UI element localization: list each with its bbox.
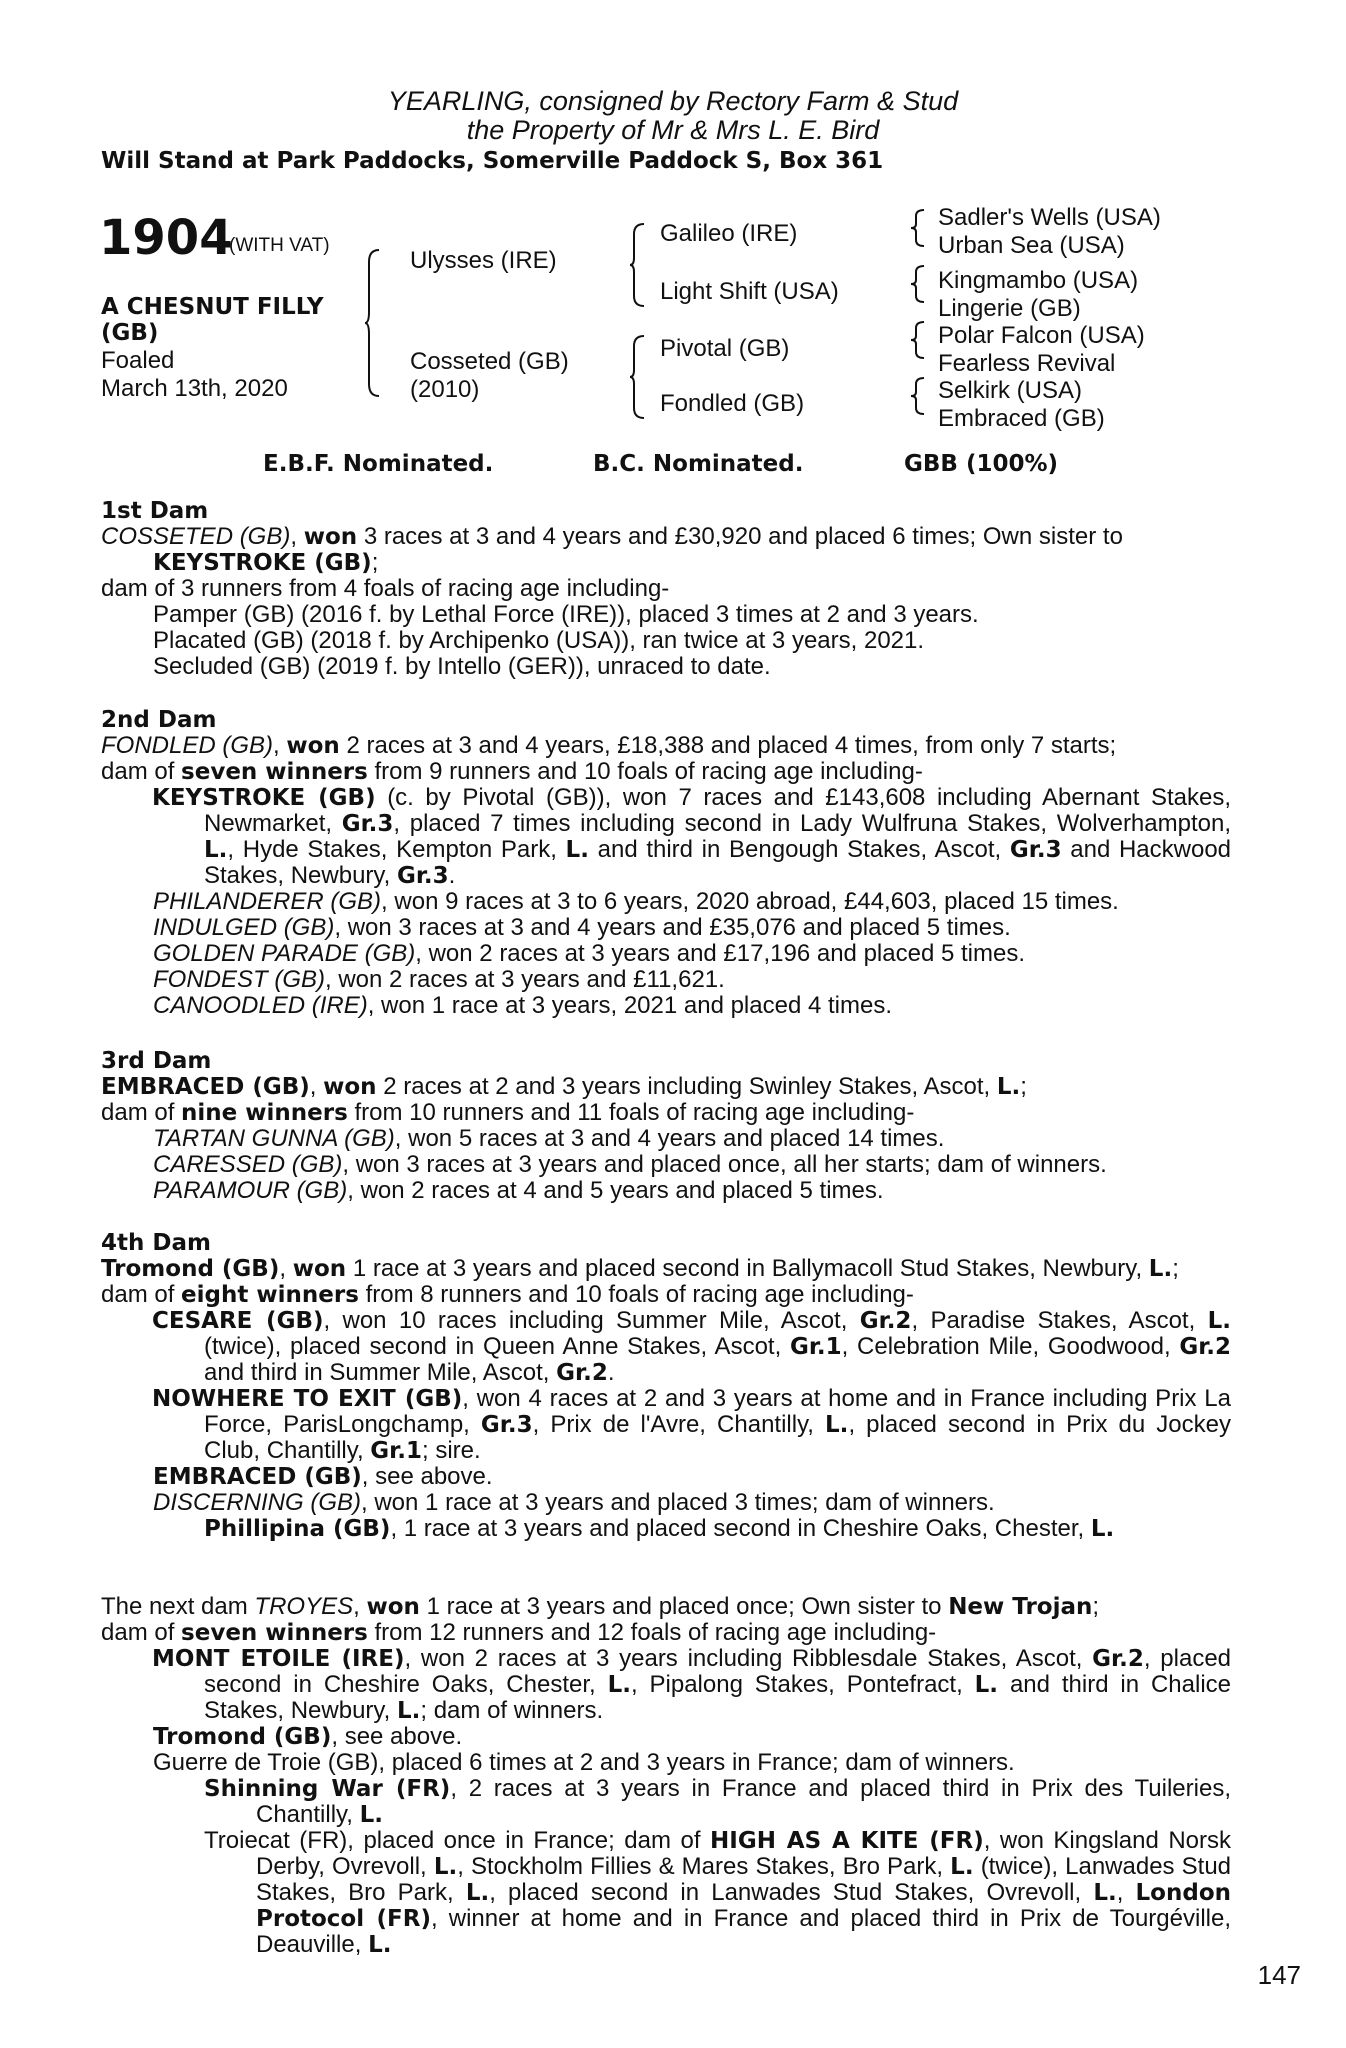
pedigree-bracket-gen3-1 xyxy=(910,208,926,248)
pedigree-bracket-gen3-3 xyxy=(910,320,926,360)
dam-produce-summary: dam of eight winners from 8 runners and 10 foals of racing age including- xyxy=(101,1281,914,1308)
pedigree-sire-dam: Light Shift (USA) xyxy=(660,278,839,305)
pedigree-gen3-5: Polar Falcon (USA) xyxy=(938,322,1145,349)
pedigree-sire-sire: Galileo (IRE) xyxy=(660,220,798,247)
section-first-dam xyxy=(101,498,1231,680)
lot-country: (GB) xyxy=(101,320,159,346)
section-next-dam xyxy=(101,1594,1231,1958)
pedigree-bracket-gen3-2 xyxy=(910,264,926,304)
pedigree-bracket-gen3-4 xyxy=(910,376,926,416)
nomination-gbb: GBB (100%) xyxy=(904,451,1059,477)
dam-summary: FONDLED (GB), won 2 races at 3 and 4 years, £18,388 and placed 4 times, from only 7 starts; xyxy=(101,732,1117,759)
produce-item: Pamper (GB) (2016 f. by Lethal Force (IRE)), placed 3 times at 2 and 3 years. xyxy=(153,601,979,628)
dam-summary: The next dam TROYES, won 1 race at 3 years and placed once; Own sister to New Trojan; xyxy=(101,1593,1100,1620)
dam-produce-summary: dam of seven winners from 12 runners and 12 foals of racing age including- xyxy=(101,1619,937,1646)
dam-produce-summary: dam of 3 runners from 4 foals of racing age including- xyxy=(101,575,670,602)
produce-item: EMBRACED (GB), see above. xyxy=(153,1463,493,1490)
produce-item: Secluded (GB) (2019 f. by Intello (GER)), unraced to date. xyxy=(153,653,771,680)
produce-item: CANOODLED (IRE), won 1 race at 3 years, 2021 and placed 4 times. xyxy=(153,992,892,1019)
produce-item: Tromond (GB), see above. xyxy=(153,1723,463,1750)
pedigree-bracket-gen2-lower xyxy=(630,334,646,420)
lot-foaled-label: Foaled xyxy=(101,347,175,374)
nomination-ebf: E.B.F. Nominated. xyxy=(263,451,494,477)
dam-sister: KEYSTROKE (GB); xyxy=(153,549,379,576)
pedigree-dam-year: (2010) xyxy=(410,376,480,403)
nomination-bc: B.C. Nominated. xyxy=(593,451,804,477)
produce-item: GOLDEN PARADE (GB), won 2 races at 3 years and £17,196 and placed 5 times. xyxy=(153,940,1025,967)
header-stand: Will Stand at Park Paddocks, Somerville Paddock S, Box 361 xyxy=(101,148,884,174)
pedigree-bracket-gen1 xyxy=(365,248,381,398)
grand-produce-item-troiecat: Troiecat (FR), placed once in France; dam of HIGH AS A KITE (FR), won Kingsland Norsk Derby, Ovrevoll, L., Stockholm Fillies & Mares Stakes, Bro Park, L. (twice), Lanwades Stud Stakes, Bro Park, L., placed second in Lanwades Stud Stakes, Ovrevoll, L., London Protocol (FR), winner at home and in France and placed third in Prix de Tourgéville, Deauville, L. xyxy=(204,1827,1232,1958)
pedigree-gen3-2: Urban Sea (USA) xyxy=(938,232,1125,259)
dam-summary: Tromond (GB), won 1 race at 3 years and placed second in Ballymacoll Stud Stakes, Newbury, L.; xyxy=(101,1255,1179,1282)
produce-item: CARESSED (GB), won 3 races at 3 years and placed once, all her starts; dam of winners. xyxy=(153,1151,1107,1178)
section-third-dam xyxy=(101,1048,1231,1204)
lot-number: 1904 xyxy=(99,210,233,266)
produce-item: PHILANDERER (GB), won 9 races at 3 to 6 years, 2020 abroad, £44,603, placed 15 times. xyxy=(153,888,1119,915)
pedigree-gen3-1: Sadler's Wells (USA) xyxy=(938,204,1161,231)
produce-item-cesare: CESARE (GB), won 10 races including Summer Mile, Ascot, Gr.2, Paradise Stakes, Ascot, L. (twice), placed second in Queen Anne Stakes, Ascot, Gr.1, Celebration Mile, Goodwood, Gr.2 and third in Summer Mile, Ascot, Gr.2. xyxy=(152,1307,1232,1386)
section-heading: 4th Dam xyxy=(101,1230,211,1256)
produce-item: PARAMOUR (GB), won 2 races at 4 and 5 years and placed 5 times. xyxy=(153,1177,884,1204)
section-heading: 2nd Dam xyxy=(101,707,217,733)
pedigree-dam: Cosseted (GB) xyxy=(410,348,569,375)
pedigree-gen3-8: Embraced (GB) xyxy=(938,405,1105,432)
produce-item: DISCERNING (GB), won 1 race at 3 years and placed 3 times; dam of winners. xyxy=(153,1489,995,1516)
dam-summary: EMBRACED (GB), won 2 races at 2 and 3 years including Swinley Stakes, Ascot, L.; xyxy=(101,1073,1027,1100)
pedigree-dam-sire: Pivotal (GB) xyxy=(660,335,790,362)
produce-item: Guerre de Troie (GB), placed 6 times at 2 and 3 years in France; dam of winners. xyxy=(153,1749,1015,1776)
pedigree-gen3-6: Fearless Revival xyxy=(938,350,1116,377)
pedigree-gen3-3: Kingmambo (USA) xyxy=(938,267,1139,294)
pedigree-gen3-7: Selkirk (USA) xyxy=(938,377,1083,404)
produce-item: TARTAN GUNNA (GB), won 5 races at 3 and 4 years and placed 14 times. xyxy=(153,1125,945,1152)
produce-item-mont-etoile: MONT ETOILE (IRE), won 2 races at 3 years including Ribblesdale Stakes, Ascot, Gr.2, placed second in Cheshire Oaks, Chester, L., Pipalong Stakes, Pontefract, L. and third in Chalice Stakes, Newbury, L.; dam of winners. xyxy=(152,1645,1232,1724)
dam-produce-summary: dam of seven winners from 9 runners and 10 foals of racing age including- xyxy=(101,758,923,785)
page-number: 147 xyxy=(1257,1960,1301,1990)
section-fourth-dam xyxy=(101,1230,1231,1542)
produce-item-nowhere-to-exit: NOWHERE TO EXIT (GB), won 4 races at 2 and 3 years at home and in France including Prix La Force, ParisLongchamp, Gr.3, Prix de l'Avre, Chantilly, L., placed second in Prix du Jockey Club, Chantilly, Gr.1; sire. xyxy=(152,1385,1231,1464)
section-heading: 1st Dam xyxy=(101,498,209,524)
dam-produce-summary: dam of nine winners from 10 runners and 11 foals of racing age including- xyxy=(101,1099,915,1126)
produce-item: INDULGED (GB), won 3 races at 3 and 4 years and £35,076 and placed 5 times. xyxy=(153,914,1011,941)
pedigree-gen3-4: Lingerie (GB) xyxy=(938,295,1081,322)
pedigree-bracket-gen2-upper xyxy=(630,222,646,308)
section-heading: 3rd Dam xyxy=(101,1048,212,1074)
dam-summary: COSSETED (GB), won 3 races at 3 and 4 years and £30,920 and placed 6 times; Own sister to xyxy=(101,523,1123,550)
pedigree-sire: Ulysses (IRE) xyxy=(410,247,557,274)
lot-vat: (WITH VAT) xyxy=(229,235,330,256)
produce-item: Placated (GB) (2018 f. by Archipenko (USA)), ran twice at 3 years, 2021. xyxy=(153,627,925,654)
grand-produce-item: Shinning War (FR), 2 races at 3 years in France and placed third in Prix des Tuileries, Chantilly, L. xyxy=(204,1775,1231,1828)
header-consignor: YEARLING, consigned by Rectory Farm & Stud xyxy=(387,86,959,116)
pedigree-dam-dam: Fondled (GB) xyxy=(660,390,805,417)
section-second-dam xyxy=(101,707,1231,1019)
lot-foaled-date: March 13th, 2020 xyxy=(101,375,288,402)
dam-name: COSSETED (GB) xyxy=(101,523,291,550)
grand-produce-item: Phillipina (GB), 1 race at 3 years and placed second in Cheshire Oaks, Chester, L. xyxy=(204,1515,1115,1542)
header-property: the Property of Mr & Mrs L. E. Bird xyxy=(466,115,880,145)
lot-description: A CHESNUT FILLY xyxy=(101,294,324,320)
produce-item: FONDEST (GB), won 2 races at 3 years and £11,621. xyxy=(153,966,725,993)
produce-item-keystroke: KEYSTROKE (GB) (c. by Pivotal (GB)), won 7 races and £143,608 including Abernant Stakes, Newmarket, Gr.3, placed 7 times including second in Lady Wulfruna Stakes, Wolverhampton, L., Hyde Stakes, Kempton Park, L. and third in Bengough Stakes, Ascot, Gr.3 and Hackwood Stakes, Newbury, Gr.3. xyxy=(152,784,1232,889)
